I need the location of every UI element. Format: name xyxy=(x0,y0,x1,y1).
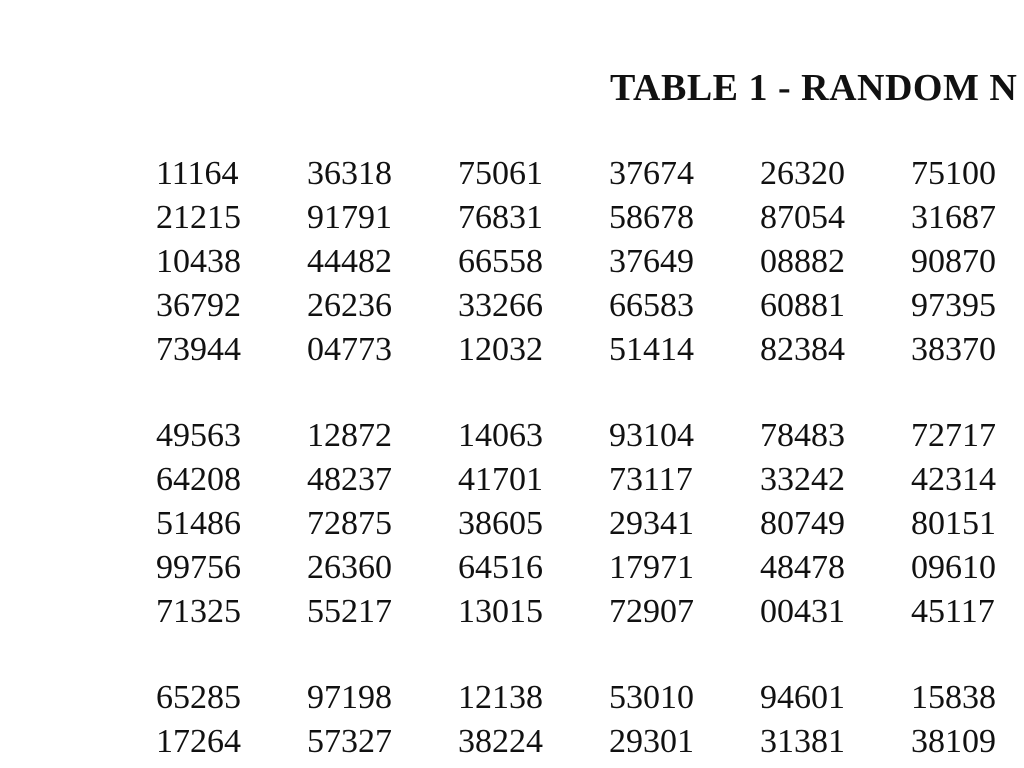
page-title: TABLE 1 - RANDOM N xyxy=(610,67,1018,109)
table-cell: 33242 xyxy=(760,461,845,498)
table-cell: 93104 xyxy=(609,417,694,454)
table-row xyxy=(156,196,1024,240)
table-cell: 80151 xyxy=(911,505,996,542)
table-cell: 04773 xyxy=(307,331,392,368)
table-cell: 42314 xyxy=(911,461,996,498)
table-cell: 80749 xyxy=(760,505,845,542)
table-cell: 64516 xyxy=(458,549,543,586)
table-cell: 72907 xyxy=(609,593,694,630)
number-block xyxy=(156,414,1024,634)
table-cell: 75100 xyxy=(911,155,996,192)
table-cell: 12032 xyxy=(458,331,543,368)
table-cell: 71325 xyxy=(156,593,241,630)
table-row xyxy=(156,720,1024,764)
table-cell: 48237 xyxy=(307,461,392,498)
table-cell: 29341 xyxy=(609,505,694,542)
table-cell: 76831 xyxy=(458,199,543,236)
table-cell: 55217 xyxy=(307,593,392,630)
table-cell: 36318 xyxy=(307,155,392,192)
table-cell: 21215 xyxy=(156,199,241,236)
table-cell: 57327 xyxy=(307,723,392,760)
table-cell: 17264 xyxy=(156,723,241,760)
table-row xyxy=(156,458,1024,502)
table-cell: 66583 xyxy=(609,287,694,324)
table-row xyxy=(156,590,1024,634)
table-cell: 94601 xyxy=(760,679,845,716)
table-row xyxy=(156,240,1024,284)
table-cell: 29301 xyxy=(609,723,694,760)
table-cell: 10438 xyxy=(156,243,241,280)
table-cell: 82384 xyxy=(760,331,845,368)
table-cell: 31687 xyxy=(911,199,996,236)
table-cell: 73117 xyxy=(609,461,693,498)
table-cell: 44482 xyxy=(307,243,392,280)
table-cell: 38109 xyxy=(911,723,996,760)
table-cell: 09610 xyxy=(911,549,996,586)
table-cell: 97395 xyxy=(911,287,996,324)
table-cell: 00431 xyxy=(760,593,845,630)
table-cell: 53010 xyxy=(609,679,694,716)
table-cell: 51486 xyxy=(156,505,241,542)
table-cell: 66558 xyxy=(458,243,543,280)
table-cell: 49563 xyxy=(156,417,241,454)
table-row xyxy=(156,284,1024,328)
table-cell: 33266 xyxy=(458,287,543,324)
table-row xyxy=(156,414,1024,458)
table-cell: 41701 xyxy=(458,461,543,498)
table-cell: 37649 xyxy=(609,243,694,280)
table-cell: 91791 xyxy=(307,199,392,236)
table-row xyxy=(156,152,1024,196)
table-cell: 64208 xyxy=(156,461,241,498)
table-cell: 60881 xyxy=(760,287,845,324)
table-cell: 36792 xyxy=(156,287,241,324)
table-cell: 26236 xyxy=(307,287,392,324)
number-block xyxy=(156,152,1024,372)
random-number-table xyxy=(156,152,1024,768)
table-cell: 17971 xyxy=(609,549,694,586)
table-cell: 12138 xyxy=(458,679,543,716)
table-cell: 73944 xyxy=(156,331,241,368)
table-cell: 14063 xyxy=(458,417,543,454)
table-cell: 78483 xyxy=(760,417,845,454)
table-row xyxy=(156,546,1024,590)
table-cell: 38224 xyxy=(458,723,543,760)
table-cell: 72875 xyxy=(307,505,392,542)
table-cell: 48478 xyxy=(760,549,845,586)
table-cell: 99756 xyxy=(156,549,241,586)
table-row xyxy=(156,676,1024,720)
table-cell: 51414 xyxy=(609,331,694,368)
table-cell: 08882 xyxy=(760,243,845,280)
table-cell: 65285 xyxy=(156,679,241,716)
table-cell: 37674 xyxy=(609,155,694,192)
table-cell: 90870 xyxy=(911,243,996,280)
table-cell: 87054 xyxy=(760,199,845,236)
table-row xyxy=(156,328,1024,372)
table-cell: 75061 xyxy=(458,155,543,192)
number-block xyxy=(156,676,1024,764)
table-cell: 11164 xyxy=(156,155,239,192)
table-cell: 26360 xyxy=(307,549,392,586)
table-cell: 31381 xyxy=(760,723,845,760)
table-cell: 13015 xyxy=(458,593,543,630)
table-cell: 45117 xyxy=(911,593,995,630)
table-cell: 38370 xyxy=(911,331,996,368)
table-row xyxy=(156,502,1024,546)
table-cell: 97198 xyxy=(307,679,392,716)
table-cell: 26320 xyxy=(760,155,845,192)
table-cell: 58678 xyxy=(609,199,694,236)
table-cell: 38605 xyxy=(458,505,543,542)
table-cell: 12872 xyxy=(307,417,392,454)
table-cell: 15838 xyxy=(911,679,996,716)
table-cell: 72717 xyxy=(911,417,996,454)
